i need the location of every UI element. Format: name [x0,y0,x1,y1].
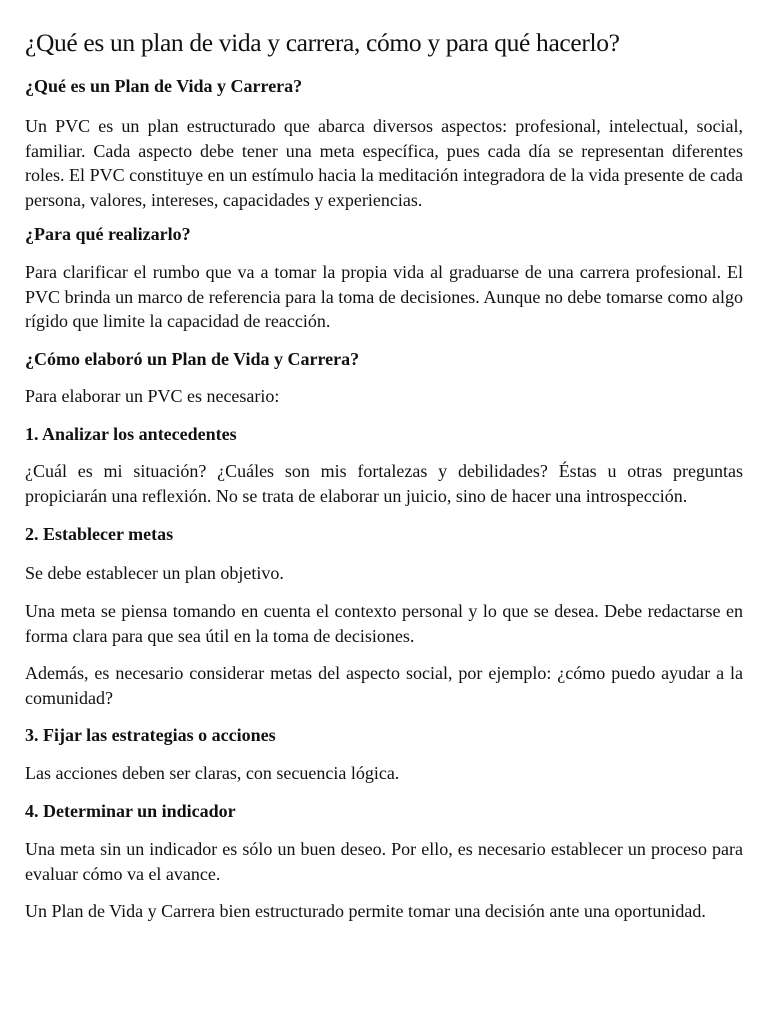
step-heading-3: 3. Fijar las estrategias o acciones [25,725,276,745]
section-heading-why: ¿Para qué realizarlo? [25,224,191,244]
step-body-4: Una meta sin un indicador es sólo un buen deseo. Por ello, es necesario establecer un proceso para evaluar cómo va el avance. [25,839,743,884]
step-heading-4: 4. Determinar un indicador [25,801,236,821]
section-intro-how: Para elaborar un PVC es necesario: [25,386,280,406]
section-heading-what: ¿Qué es un Plan de Vida y Carrera? [25,76,303,96]
step-heading-1: 1. Analizar los antecedentes [25,424,237,444]
section-body-what: Un PVC es un plan estructurado que abarca diversos aspectos: profesional, intelectual, social, familiar. Cada aspecto debe tener una meta específica, pues cada día se representan diferentes roles. El PVC constituye en un estímulo hacia la meditación integradora de la vida presente de cada persona, valores, intereses, capacidades y experiencias. [25,116,743,210]
step-body-2b: Una meta se piensa tomando en cuenta el contexto personal y lo que se desea. Debe redactarse en forma clara para que sea útil en la toma de decisiones. [25,601,743,646]
step-body-3: Las acciones deben ser claras, con secuencia lógica. [25,763,400,783]
page-title: ¿Qué es un plan de vida y carrera, cómo y para qué hacerlo? [25,28,620,57]
section-heading-how: ¿Cómo elaboró un Plan de Vida y Carrera? [25,349,360,369]
step-body-1: ¿Cuál es mi situación? ¿Cuáles son mis fortalezas y debilidades? Éstas u otras preguntas propiciarán una reflexión. No se trata de elaborar un juicio, sino de hacer una introspección. [25,461,743,506]
step-heading-2: 2. Establecer metas [25,524,174,544]
step-body-2a: Se debe establecer un plan objetivo. [25,563,284,583]
step-body-2c: Además, es necesario considerar metas del aspecto social, por ejemplo: ¿cómo puedo ayudar a la comunidad? [25,663,743,708]
closing-paragraph: Un Plan de Vida y Carrera bien estructurado permite tomar una decisión ante una oportunidad. [25,901,706,921]
section-body-why: Para clarificar el rumbo que va a tomar la propia vida al graduarse de una carrera profesional. El PVC brinda un marco de referencia para la toma de decisiones. Aunque no debe tomarse como algo rígido que limite la capacidad de reacción. [25,262,743,331]
